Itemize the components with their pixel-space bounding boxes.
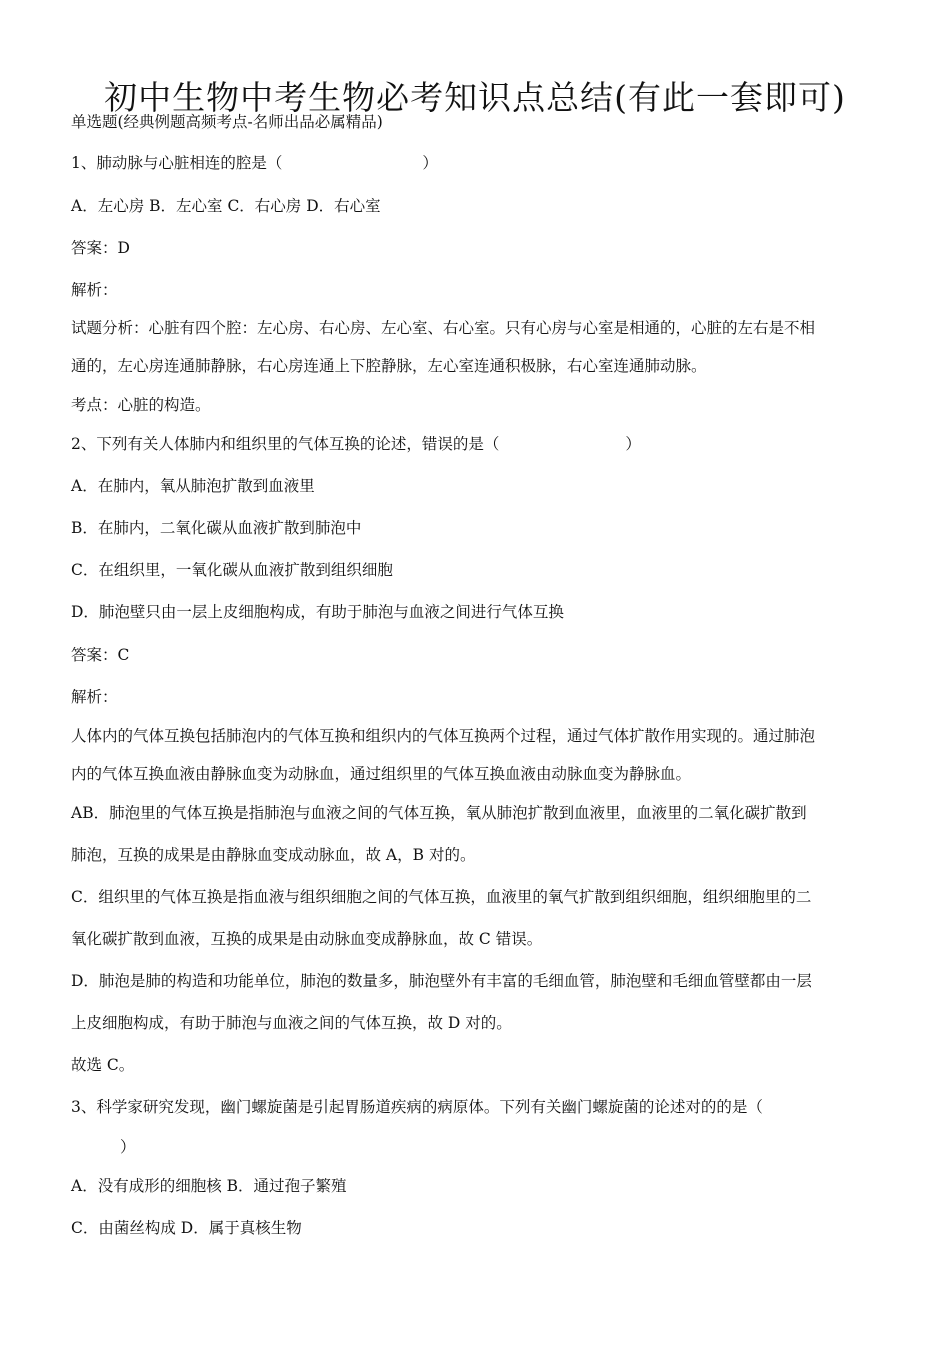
page-title: 初中生物中考生物必考知识点总结(有此一套即可) bbox=[104, 78, 846, 117]
question-2-stem bbox=[71, 434, 641, 454]
page-subtitle: 单选题(经典例题高频考点-名师出品必属精品) bbox=[71, 113, 383, 131]
question-3-options-line-1: A．没有成形的细胞核 B．通过孢子繁殖 bbox=[71, 1177, 347, 1195]
question-2-option-c: C．在组织里，一氧化碳从血液扩散到组织细胞 bbox=[71, 561, 393, 579]
question-2-stem-prefix: 2、下列有关人体肺内和组织里的气体互换的论述，错误的是（ bbox=[71, 435, 500, 453]
question-2-analysis-line: 肺泡，互换的成果是由静脉血变成动脉血，故 A，B 对的。 bbox=[71, 846, 476, 864]
question-2-answer: 答案：C bbox=[71, 646, 130, 664]
question-3-stem: 3、科学家研究发现，幽门螺旋菌是引起胃肠道疾病的病原体。下列有关幽门螺旋菌的论述对的的是（ bbox=[71, 1098, 763, 1116]
question-2-analysis-line: 人体内的气体互换包括肺泡内的气体互换和组织内的气体互换两个过程，通过气体扩散作用实现的。通过肺泡 bbox=[71, 727, 816, 745]
question-2-analysis-line: AB．肺泡里的气体互换是指肺泡与血液之间的气体互换，氧从肺泡扩散到血液里，血液里的二氧化碳扩散到 bbox=[71, 804, 807, 822]
question-1-answer: 答案：D bbox=[71, 239, 130, 257]
question-2-stem-suffix: ） bbox=[625, 435, 641, 453]
question-2-option-d: D．肺泡壁只由一层上皮细胞构成，有助于肺泡与血液之间进行气体互换 bbox=[71, 603, 564, 621]
question-2-analysis-line: D．肺泡是肺的构造和功能单位，肺泡的数量多，肺泡壁外有丰富的毛细血管，肺泡壁和毛细血管壁都由一层 bbox=[71, 972, 812, 990]
question-1-stem-suffix: ） bbox=[422, 154, 438, 172]
question-1-stem bbox=[71, 153, 438, 173]
question-2-option-a: A．在肺内，氧从肺泡扩散到血液里 bbox=[71, 477, 315, 495]
question-1-analysis-line: 通的，左心房连通肺静脉，右心房连通上下腔静脉，左心室连通积极脉，右心室连通肺动脉。 bbox=[71, 357, 707, 375]
question-2-option-b: B．在肺内，二氧化碳从血液扩散到肺泡中 bbox=[71, 519, 362, 537]
question-1-stem-prefix: 1、肺动脉与心脏相连的腔是（ bbox=[71, 154, 283, 172]
question-1-analysis-line: 试题分析：心脏有四个腔：左心房、右心房、左心室、右心室。只有心房与心室是相通的，心脏的左右是不相 bbox=[71, 319, 816, 337]
question-2-analysis-label: 解析： bbox=[71, 688, 118, 706]
question-1-analysis-line: 考点：心脏的构造。 bbox=[71, 396, 211, 414]
question-2-analysis-line: 氧化碳扩散到血液，互换的成果是由动脉血变成静脉血，故 C 错误。 bbox=[71, 930, 543, 948]
question-3-options-line-2: C．由菌丝构成 D．属于真核生物 bbox=[71, 1219, 302, 1237]
question-2-conclusion: 故选 C。 bbox=[71, 1056, 135, 1074]
question-3-stem-suffix: ） bbox=[120, 1138, 136, 1156]
question-2-analysis-line: C．组织里的气体互换是指血液与组织细胞之间的气体互换，血液里的氧气扩散到组织细胞，组织细胞里的二 bbox=[71, 888, 812, 906]
question-1-analysis-label: 解析： bbox=[71, 281, 118, 299]
question-2-analysis-line: 上皮细胞构成，有助于肺泡与血液之间的气体互换，故 D 对的。 bbox=[71, 1014, 512, 1032]
question-1-options: A．左心房 B．左心室 C．右心房 D．右心室 bbox=[71, 197, 381, 215]
question-2-analysis-line: 内的气体互换血液由静脉血变为动脉血，通过组织里的气体互换血液由动脉血变为静脉血。 bbox=[71, 765, 692, 783]
